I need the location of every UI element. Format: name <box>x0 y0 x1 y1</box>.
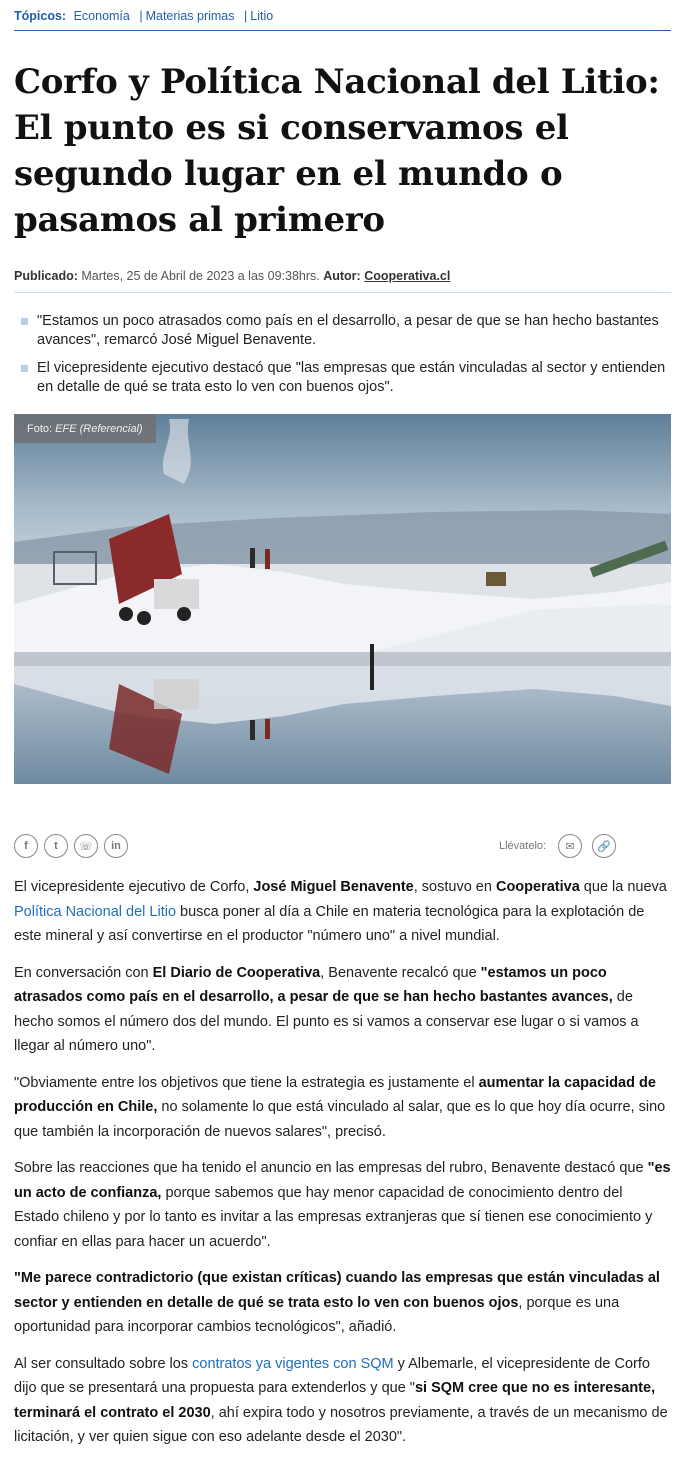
politica-nacional-litio-link[interactable]: Política Nacional del Litio <box>14 903 177 920</box>
take-it-label: Llévatelo: <box>499 840 547 852</box>
twitter-icon[interactable]: t <box>44 834 68 858</box>
published-label: Publicado: <box>14 269 78 283</box>
paragraph <box>14 1071 671 1145</box>
text-run: En conversación con <box>14 964 153 981</box>
salt-flat-image <box>14 414 671 784</box>
paragraph <box>14 1352 671 1450</box>
topic-link-economia[interactable]: Economía <box>73 9 130 23</box>
article-title: Corfo y Política Nacional del Litio: El punto es si conservamos el segundo lugar en el mundo o pasamos al primero <box>14 62 660 240</box>
facebook-icon[interactable]: f <box>14 834 38 858</box>
summary-item <box>14 312 671 350</box>
bold-run: El Diario de Cooperativa <box>152 964 321 981</box>
byline <box>14 269 671 293</box>
bold-run: si SQM cree que no es interesante, terminará el contrato el 2030 <box>14 1380 656 1421</box>
bold-run: José Miguel Benavente <box>253 879 414 895</box>
text-run: que la nueva <box>579 879 667 895</box>
paragraph <box>14 961 671 1059</box>
bold-run: aumentar la capacidad de producción en Chile, <box>14 1074 656 1115</box>
bullet-square-icon <box>21 318 28 325</box>
author-link[interactable]: Cooperativa.cl <box>364 269 451 283</box>
bold-run: "estamos un poco atrasados como país en el desarrollo, a pesar de que se han hecho bastantes avances, <box>14 964 613 1005</box>
text-run: , porque es una oportunidad para incorporar cambios tecnológicos", añadió. <box>14 1294 620 1335</box>
summary-item <box>14 359 671 397</box>
photo-credit <box>14 414 156 443</box>
text-run: Sobre las reacciones que ha tenido el anuncio en las empresas del rubro, Benavente destacó que <box>14 1160 648 1176</box>
author-label: Autor: <box>323 269 361 283</box>
linkedin-icon[interactable]: in <box>104 834 128 858</box>
summary-text: "Estamos un poco atrasados como país en el desarrollo, a pesar de que se han hecho bastantes avances", remarcó José Miguel Benavente. <box>37 313 659 348</box>
photo-credit-source: EFE (Referencial) <box>55 423 143 435</box>
paragraph <box>14 1266 671 1340</box>
published-date: Martes, 25 de Abril de 2023 a las 09:38hrs. <box>81 269 320 283</box>
topic-link-litio[interactable]: Litio <box>250 9 274 23</box>
topic-separator: | <box>139 9 143 23</box>
link-icon[interactable]: 🔗 <box>592 834 616 858</box>
topics-bar <box>14 0 671 31</box>
bullet-square-icon <box>21 365 28 372</box>
share-bar <box>14 815 671 875</box>
text-run: , Benavente recalcó que <box>320 964 481 981</box>
paragraph <box>14 1156 671 1254</box>
photo-credit-label: Foto: <box>27 423 53 435</box>
text-run: "Obviamente entre los objetivos que tiene la estrategia es justamente el <box>14 1074 479 1091</box>
topic-link-materias-primas[interactable]: Materias primas <box>145 9 235 23</box>
bold-run: Cooperativa <box>495 879 580 895</box>
text-run: El vicepresidente ejecutivo de Corfo, <box>14 879 254 895</box>
email-icon[interactable]: ✉ <box>558 834 582 858</box>
topics-label: Tópicos: <box>14 9 67 23</box>
whatsapp-icon[interactable]: ☏ <box>74 834 98 858</box>
topic-separator: | <box>244 9 248 23</box>
paragraph <box>14 875 671 949</box>
text-run: no solamente lo que está vinculado al salar, que es lo que hoy día ocurre, sino que también la incorporación de nuevos salares", precisó. <box>14 1099 666 1140</box>
contratos-sqm-link[interactable]: contratos ya vigentes con SQM <box>192 1355 394 1372</box>
summary-text: El vicepresidente ejecutivo destacó que "las empresas que están vinculadas al sector y entienden en detalle de qué se trata esto lo ven con buenos ojos". <box>37 360 666 395</box>
text-run: , sostuvo en <box>413 879 496 895</box>
bold-run: "es un acto de confianza, <box>14 1160 671 1201</box>
summary-list <box>14 312 671 397</box>
text-run: Al ser consultado sobre los <box>14 1355 193 1372</box>
text-run: busca poner al día a Chile en materia tecnológica para la explotación de este mineral y así convertirse en el productor "número uno" a nivel mundial. <box>14 903 645 944</box>
text-run: , ahí expira todo y nosotros previamente, a través de un mecanismo de licitación, y ver quien sigue con eso adelante desde el 2030". <box>14 1404 668 1445</box>
bold-run: "Me parece contradictorio (que existan críticas) cuando las empresas que están vinculadas al sector y entienden en detalle de qué se trata esto lo ven con buenos ojos <box>14 1270 660 1311</box>
article-photo <box>14 414 671 784</box>
text-run: de hecho somos el número dos del mundo. El punto es si vamos a conservar ese lugar o si vamos a llegar al número uno". <box>14 989 639 1054</box>
article-body <box>14 875 671 1450</box>
text-run: porque sabemos que hay menor capacidad de conocimiento dentro del Estado chileno y por lo tanto es invitar a las empresas extranjeras que sí tienen ese conocimiento y confiar en ellas para hacer un acuerdo". <box>14 1184 653 1250</box>
text-run: y Albemarle, el vicepresidente de Corfo dijo que se presentará una propuesta para extenderlos y que " <box>14 1355 650 1396</box>
